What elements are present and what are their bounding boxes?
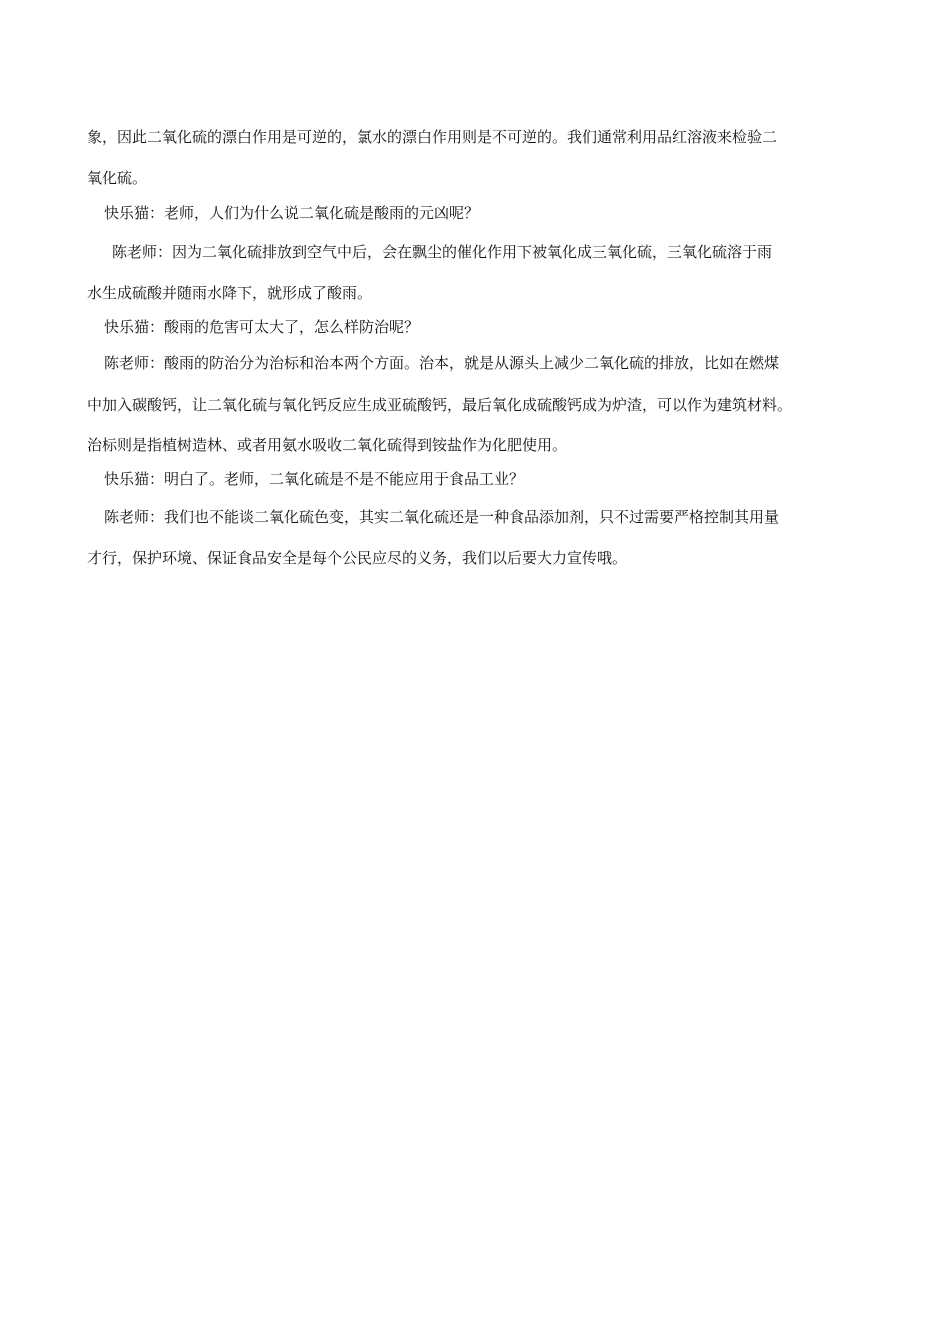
text-line-2: 氧化硫。 [87, 169, 148, 187]
dialogue-line-teacher-2: 陈老师：酸雨的防治分为治标和治本两个方面。治本，就是从源头上减少二氧化硫的排放，比如在燃煤 [104, 354, 780, 372]
dialogue-line-cat-2: 快乐猫：酸雨的危害可太大了，怎么样防治呢？ [104, 318, 420, 336]
dialogue-line-cat-3: 快乐猫：明白了。老师，二氧化硫是不是不能应用于食品工业？ [104, 470, 525, 488]
text-line-continued-3: 治标则是指植树造林、或者用氨水吸收二氧化硫得到铵盐作为化肥使用。 [87, 436, 568, 454]
text-line-continued-1: 水生成硫酸并随雨水降下，就形成了酸雨。 [87, 284, 373, 302]
dialogue-line-teacher-1: 陈老师：因为二氧化硫排放到空气中后，会在飘尘的催化作用下被氧化成三氧化硫，三氧化硫溶于雨 [112, 243, 773, 261]
text-line-continued-4: 才行，保护环境、保证食品安全是每个公民应尽的义务，我们以后要大力宣传哦。 [87, 549, 628, 567]
dialogue-line-teacher-3: 陈老师：我们也不能谈二氧化硫色变，其实二氧化硫还是一种食品添加剂，只不过需要严格控制其用量 [104, 508, 780, 526]
dialogue-line-cat-1: 快乐猫：老师，人们为什么说二氧化硫是酸雨的元凶呢？ [104, 204, 480, 222]
text-line-1: 象，因此二氧化硫的漂白作用是可逆的，氯水的漂白作用则是不可逆的。我们通常利用品红溶液来检验二 [87, 128, 778, 146]
text-line-continued-2: 中加入碳酸钙，让二氧化硫与氧化钙反应生成亚硫酸钙，最后氧化成硫酸钙成为炉渣，可以作为建筑材料。 [87, 396, 793, 414]
